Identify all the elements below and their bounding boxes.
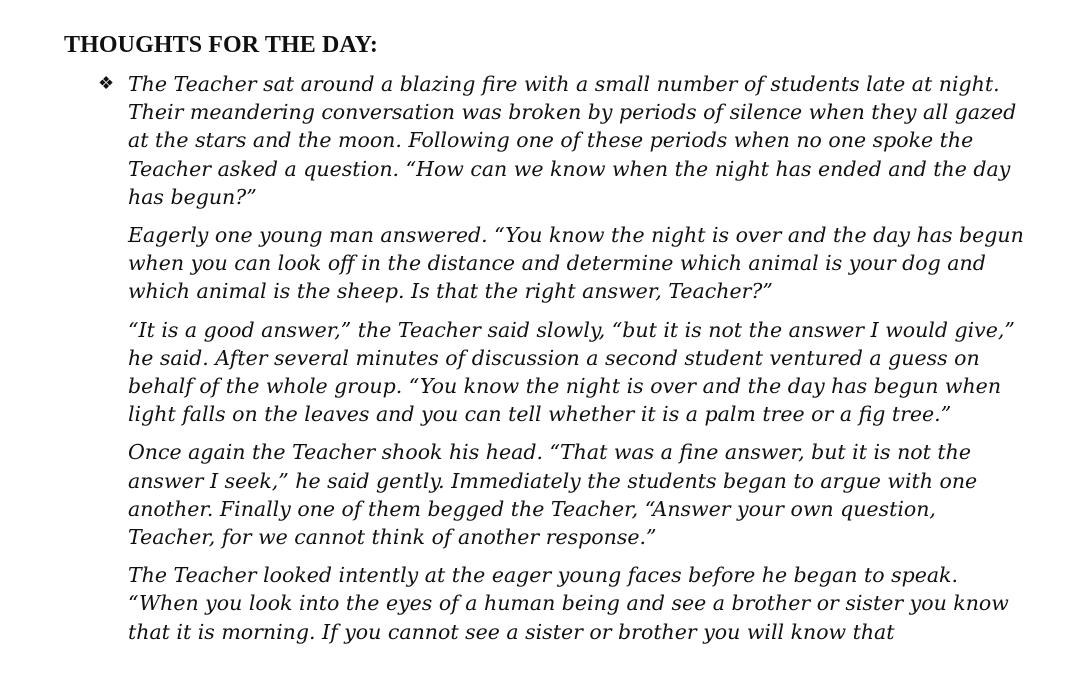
thoughts-content [98, 70, 1028, 656]
cut-off-previous-line [64, 0, 684, 6]
paragraph-5-text: The Teacher looked intently at the eager young faces before he began to speak. “When you look into the eyes of a human being and see a brother or sister you know that it is morning. If you cannot see a sister or brother you will know that [128, 563, 1009, 644]
paragraph-1 [98, 70, 1028, 211]
paragraph-2-text: Eagerly one young man answered. “You know the night is over and the day has begun when you can look off in the distance and determine which animal is your dog and which animal is the sheep. Is that the right answer, Teacher?” [128, 223, 1024, 304]
paragraph-4-text: Once again the Teacher shook his head. “That was a fine answer, but it is not the answer I seek,” he said gently. Immediately the students began to argue with one another. Finally one of them begged the Teacher, “Answer your own question, Teacher, for we cannot think of another response.” [128, 440, 978, 550]
paragraph-3-text: “It is a good answer,” the Teacher said slowly, “but it is not the answer I would give,” he said. After several minutes of discussion a second student ventured a guess on behalf of the whole group. “You know the night is over and the day has begun when light falls on the leaves and you can tell whether it is a palm tree or a fig tree.” [128, 317, 1015, 427]
paragraph-4 [128, 438, 1028, 551]
paragraph-3 [128, 316, 1028, 429]
paragraph-2 [128, 221, 1028, 306]
section-heading: THOUGHTS FOR THE DAY: [64, 32, 378, 58]
paragraph-1-text: The Teacher sat around a blazing fire with a small number of students late at night. Their meandering conversation was broken by periods of silence when they all gazed at the stars and the moon. Following one of these periods when no one spoke the Teacher asked a question. “How can we know when the night has ended and the day has begun?” [128, 72, 1017, 209]
diamond-bullet-icon: ❖ [98, 73, 115, 94]
paragraph-5 [128, 561, 1028, 646]
